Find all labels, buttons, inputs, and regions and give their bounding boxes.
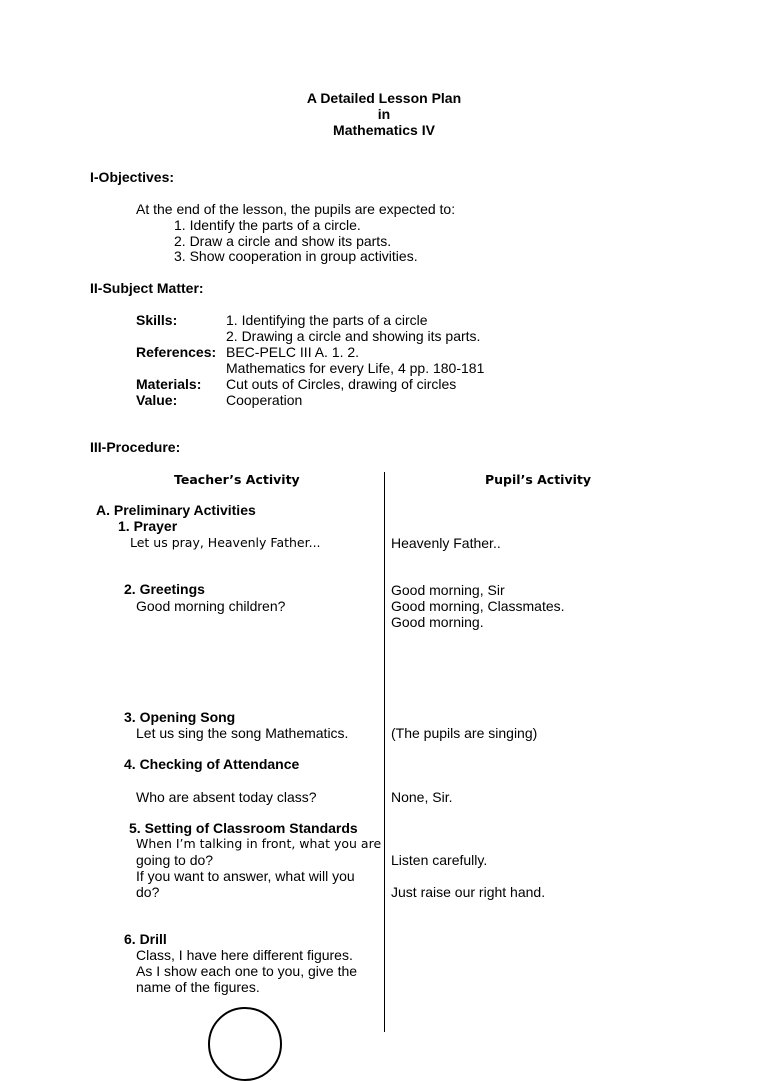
subject-matter-heading: II-Subject Matter: xyxy=(90,280,204,296)
section-a-heading: A. Preliminary Activities xyxy=(96,502,256,518)
materials-label: Materials: xyxy=(136,376,202,392)
standards-teacher-2-line-1: If you want to answer, what will you xyxy=(136,868,355,884)
skills-item-1: 1. Identifying the parts of a circle xyxy=(226,312,428,328)
greetings-teacher: Good morning children? xyxy=(136,598,286,614)
materials-value: Cut outs of Circles, drawing of circles xyxy=(226,376,457,392)
procedure-heading: III-Procedure: xyxy=(90,439,181,455)
song-pupil: (The pupils are singing) xyxy=(391,725,538,741)
references-label: References: xyxy=(136,344,217,360)
standards-teacher-2-line-2: do? xyxy=(136,884,160,900)
references-item-1: BEC-PELC III A. 1. 2. xyxy=(226,344,360,360)
skills-label: Skills: xyxy=(136,312,178,328)
drill-title: 6. Drill xyxy=(124,931,167,947)
standards-title: 5. Setting of Classroom Standards xyxy=(129,820,358,836)
circle-figure xyxy=(208,1007,282,1081)
standards-pupil-1: Listen carefully. xyxy=(391,852,488,868)
value-value: Cooperation xyxy=(226,392,303,408)
prayer-title: 1. Prayer xyxy=(118,518,178,534)
references-item-2: Mathematics for every Life, 4 pp. 180-181 xyxy=(226,360,485,376)
song-title: 3. Opening Song xyxy=(124,709,236,725)
objectives-heading: I-Objectives: xyxy=(90,169,175,185)
value-label: Value: xyxy=(136,392,178,408)
attendance-teacher: Who are absent today class? xyxy=(136,789,317,805)
song-teacher: Let us sing the song Mathematics. xyxy=(136,725,349,741)
greetings-pupil-1: Good morning, Sir xyxy=(391,582,505,598)
title-line-1: A Detailed Lesson Plan xyxy=(306,90,462,106)
greetings-pupil-3: Good morning. xyxy=(391,614,484,630)
attendance-pupil: None, Sir. xyxy=(391,789,453,805)
prayer-pupil: Heavenly Father.. xyxy=(391,535,501,551)
greetings-title: 2. Greetings xyxy=(124,581,205,597)
title-line-3: Mathematics IV xyxy=(333,122,435,138)
objective-item-2: 2. Draw a circle and show its parts. xyxy=(174,233,392,249)
drill-line-3: name of the figures. xyxy=(136,979,260,995)
column-divider xyxy=(384,472,385,1032)
objective-item-3: 3. Show cooperation in group activities. xyxy=(174,248,418,264)
teacher-activity-header: Teacher’s Activity xyxy=(174,472,300,487)
prayer-teacher: Let us pray, Heavenly Father... xyxy=(130,535,321,550)
objective-item-1: 1. Identify the parts of a circle. xyxy=(174,217,361,233)
standards-teacher-1-line-2: going to do? xyxy=(136,852,214,868)
greetings-pupil-2: Good morning, Classmates. xyxy=(391,598,565,614)
pupil-activity-header: Pupil’s Activity xyxy=(485,472,592,487)
standards-teacher-1-line-1: When I’m talking in front, what you are xyxy=(136,836,382,851)
skills-item-2: 2. Drawing a circle and showing its parts. xyxy=(226,328,481,344)
drill-line-1: Class, I have here different figures. xyxy=(136,947,353,963)
attendance-title: 4. Checking of Attendance xyxy=(124,756,300,772)
title-line-2: in xyxy=(377,106,391,122)
objectives-intro: At the end of the lesson, the pupils are expected to: xyxy=(136,201,456,217)
standards-pupil-2: Just raise our right hand. xyxy=(391,884,546,900)
drill-line-2: As I show each one to you, give the xyxy=(136,963,358,979)
